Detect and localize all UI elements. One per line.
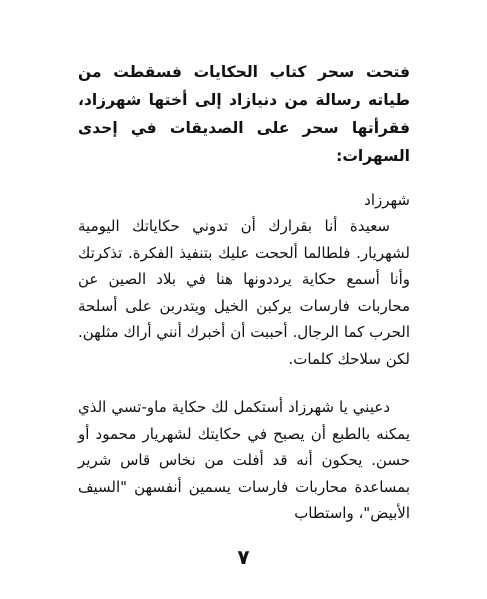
page-number: ٧ [237, 545, 250, 569]
letter-salutation: شهرزاد [364, 191, 410, 209]
page-content [78, 58, 410, 527]
letter-paragraph-1: سعيدة أنا بقرارك أن تدوني حكاياتك اليومية لشهريار. فلطالما ألححت عليك بتنفيذ الفكرة. تذكرتك وأنا أسمع حكاية يرددونها هنا في بلاد الصين عن محاربات فارسات يركبن الخيل ويتدربن على أسلحة الحرب كما الرجال. أحببت أن أخبرك أنني أراك مثلهن. لكن سلاحك كلمات. [78, 217, 410, 368]
letter-paragraph-2: دعيني يا شهرزاد أستكمل لك حكاية ماو-تسي الذي يمكنه بالطبع أن يصبح في حكايتك لشهريار محمود أو حسن. يحكون أنه قد أفلت من نخاس قاس شرير بمساعدة محاربات فارسات يسمين أنفسهن "السيف الأبيض"، واستطاب [78, 398, 410, 522]
intro-paragraph: فتحت سحر كتاب الحكايات فسقطت من طياته رسالة من دنيازاد إلى أختها شهرزاد، فقرأتها سحر على الصديقات في إحدى السهرات: [78, 63, 410, 165]
